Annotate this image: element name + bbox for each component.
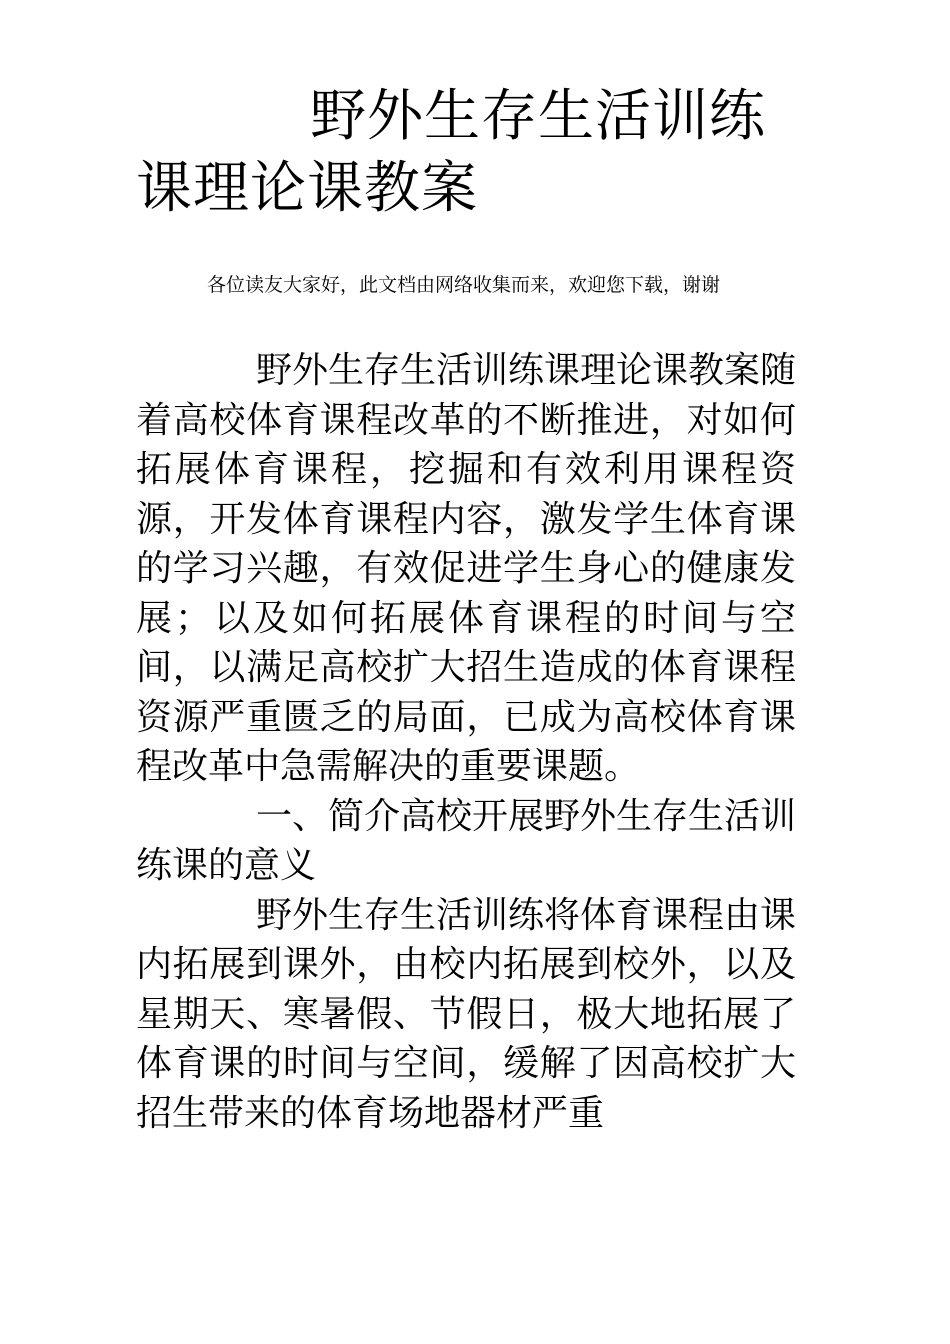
document-title-line-1: 野外生存生活训练 — [310, 84, 766, 149]
paragraph-section-1: 野外生存生活训练将体育课程由课内拓展到课外，由校内拓展到校外，以及星期天、寒暑假、节假日，极大地拓展了体育课的时间与空间，缓解了因高校扩大招生带来的体育场地器材严重 — [136, 894, 797, 1134]
document-body — [136, 346, 796, 1138]
paragraph-intro: 野外生存生活训练课理论课教案随着高校体育课程改革的不断推进，对如何拓展体育课程，挖掘和有效利用课程资源，开发体育课程内容，激发学生体育课的学习兴趣，有效促进学生身心的健康发展；以及如何拓展体育课程的时间与空间，以满足高校扩大招生造成的体育课程资源严重匮乏的局面，已成为高校体育课程改革中急需解决的重要课题。 — [136, 350, 797, 787]
document-title-line-2: 课理论课教案 — [136, 156, 478, 221]
download-notice: 各位读友大家好，此文档由网络收集而来，欢迎您下载，谢谢 — [207, 274, 721, 296]
section-heading-1: 一、简介高校开展野外生存生活训练课的意义 — [136, 795, 797, 886]
